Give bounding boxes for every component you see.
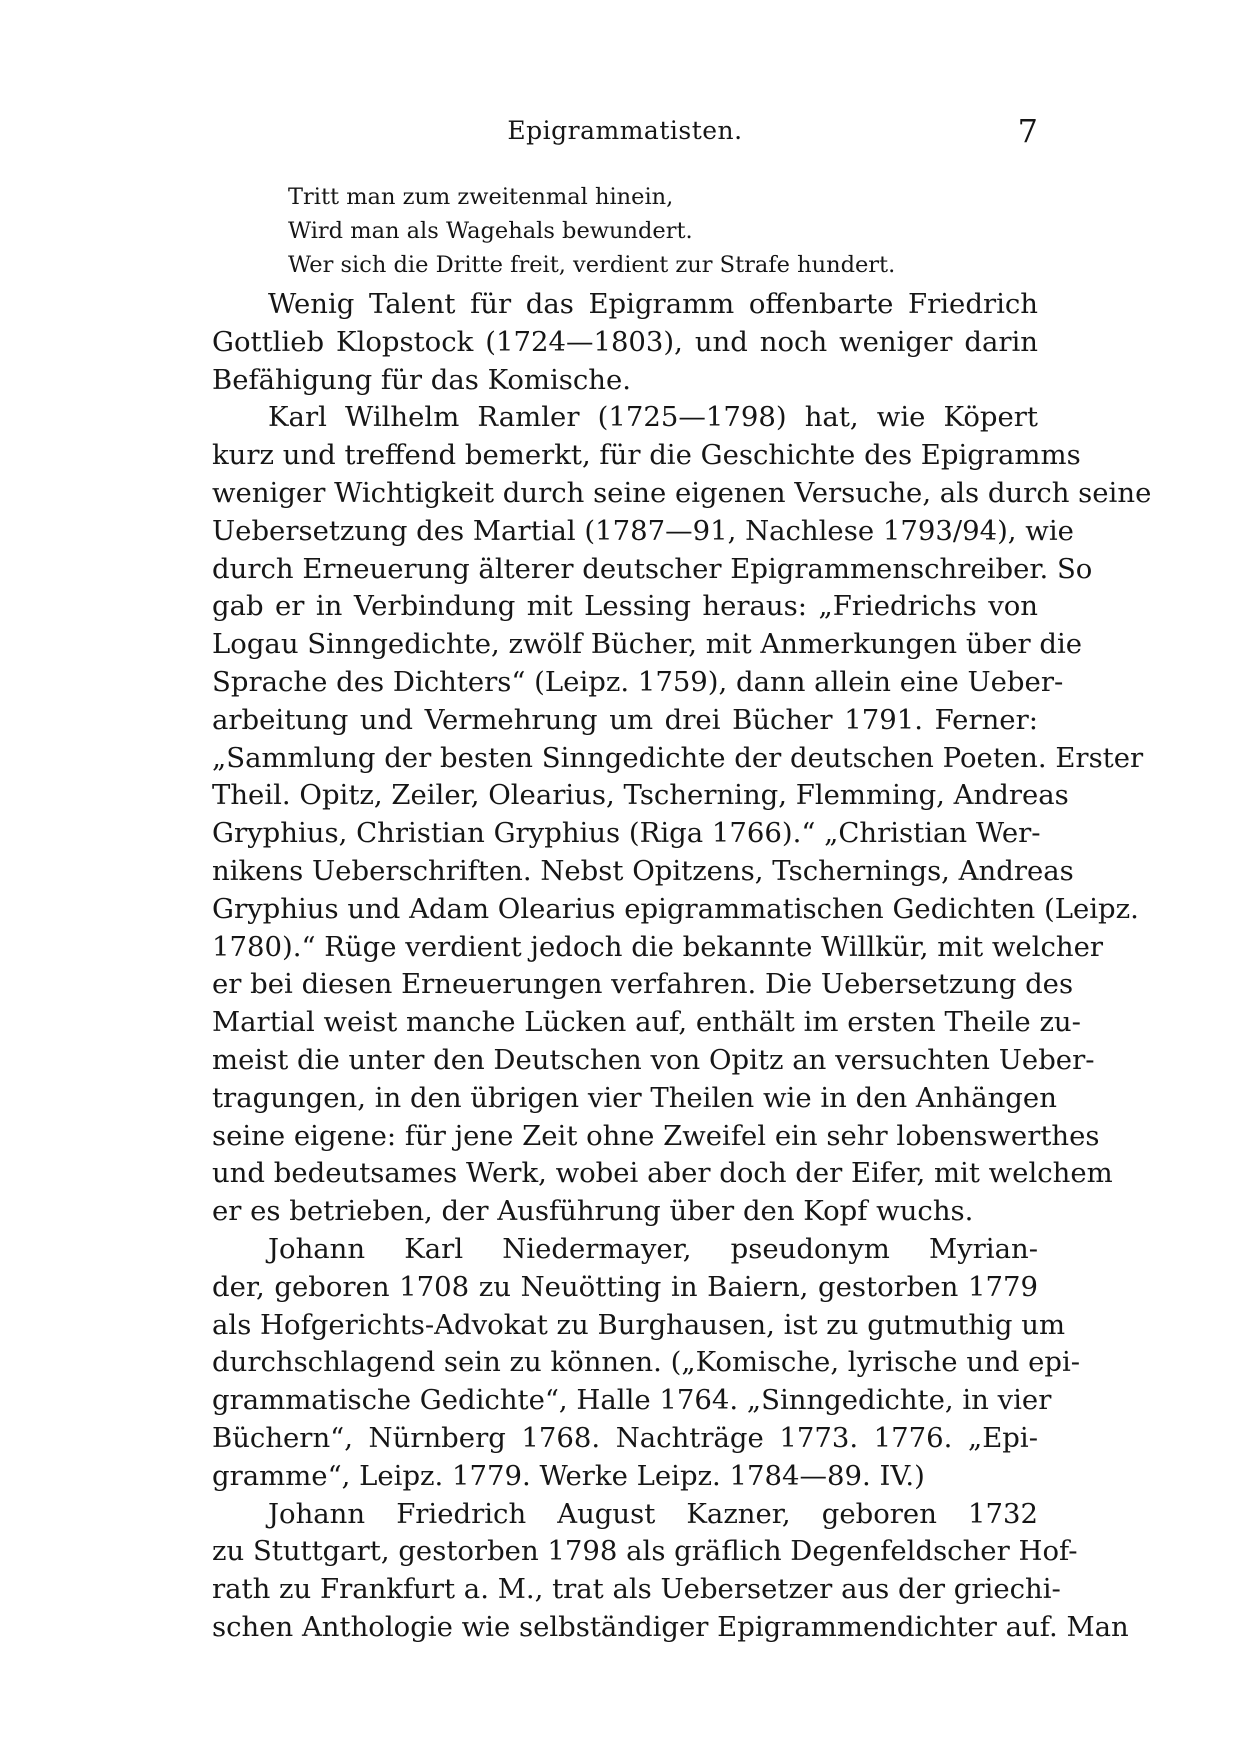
verse-line: Wird man als Wagehals bewundert. — [288, 218, 693, 244]
text-line: Logau Sinngedichte, zwölf Bücher, mit Anmerkungen über die — [212, 628, 1083, 661]
text-line: seine eigene: für jene Zeit ohne Zweifel ein sehr lobenswerthes — [212, 1119, 1100, 1152]
text-line: „Sammlung der besten Sinngedichte der deutschen Poeten. Erster — [212, 741, 1144, 774]
text-line: schen Anthologie wie selbständiger Epigrammendichter auf. Man — [212, 1610, 1129, 1643]
text-line: zu Stuttgart, gestorben 1798 als gräflich Degenfeldscher Hof- — [212, 1535, 1078, 1568]
text-line: er bei diesen Erneuerungen verfahren. Die Uebersetzung des — [212, 968, 1074, 1001]
verse-line: Wer sich die Dritte freit, verdient zur Strafe hundert. — [288, 252, 896, 278]
text-line: Wenig Talent für das Epigramm offenbarte Friedrich — [268, 288, 1038, 320]
text-line: Karl Wilhelm Ramler (1725—1798) hat, wie Köpert — [268, 401, 1038, 434]
text-line: grammatische Gedichte“, Halle 1764. „Sinngedichte, in vier — [212, 1384, 1052, 1417]
text-line: als Hofgerichts-Advokat zu Burghausen, ist zu gutmuthig um — [212, 1308, 1066, 1341]
text-line: Johann Karl Niedermayer, pseudonym Myrian- — [268, 1232, 1038, 1265]
text-line: gramme“, Leipz. 1779. Werke Leipz. 1784—89. IV.) — [212, 1459, 925, 1492]
text-line: rath zu Frankfurt a. M., trat als Uebersetzer aus der griechi- — [212, 1573, 1061, 1606]
text-line: kurz und treffend bemerkt, für die Geschichte des Epigramms — [212, 439, 1081, 472]
text-line: durch Erneuerung älterer deutscher Epigrammenschreiber. So — [212, 552, 1093, 585]
text-line: Gottlieb Klopstock (1724—1803), und noch weniger darin — [212, 325, 1038, 358]
page-number: 7 — [1017, 112, 1038, 150]
text-line: der, geboren 1708 zu Neuötting in Baiern, gestorben 1779 — [212, 1270, 1038, 1303]
text-line: weniger Wichtigkeit durch seine eigenen Versuche, als durch seine — [212, 476, 1152, 509]
paragraph-ramler — [212, 399, 1152, 1231]
text-line: er es betrieben, der Ausführung über den Kopf wuchs. — [212, 1195, 974, 1228]
paragraph-niedermayer — [212, 1231, 1081, 1496]
running-head — [212, 112, 1038, 156]
running-title: Epigrammatisten. — [507, 116, 743, 145]
verse-line: Tritt man zum zweitenmal hinein, — [288, 184, 674, 210]
text-line: arbeitung und Vermehrung um drei Bücher 1791. Ferner: — [212, 703, 1038, 736]
text-line: durchschlagend sein zu können. („Komische, lyrische und epi- — [212, 1346, 1081, 1379]
text-line: 1780).“ Rüge verdient jedoch die bekannte Willkür, mit welcher — [212, 930, 1104, 963]
text-line: meist die unter den Deutschen von Opitz an versuchten Ueber- — [212, 1043, 1095, 1076]
body-text — [212, 286, 1152, 1647]
text-line: gab er in Verbindung mit Lessing heraus: „Friedrichs von — [212, 590, 1038, 623]
paragraph-klopstock — [212, 286, 1038, 399]
text-line: Martial weist manche Lücken auf, enthält im ersten Theile zu- — [212, 1006, 1081, 1039]
text-line: und bedeutsames Werk, wobei aber doch der Eifer, mit welchem — [212, 1157, 1113, 1190]
text-line: Büchern“, Nürnberg 1768. Nachträge 1773. 1776. „Epi- — [212, 1421, 1038, 1454]
text-line: Sprache des Dichters“ (Leipz. 1759), dann allein eine Ueber- — [212, 665, 1064, 698]
text-line: Theil. Opitz, Zeiler, Olearius, Tscherning, Flemming, Andreas — [212, 779, 1069, 812]
verse-quotation — [288, 180, 1028, 282]
text-line: Johann Friedrich August Kazner, geboren 1732 — [268, 1497, 1038, 1530]
text-line: Befähigung für das Komische. — [212, 363, 632, 396]
paragraph-kazner — [212, 1496, 1129, 1647]
text-line: Gryphius und Adam Olearius epigrammatischen Gedichten (Leipz. — [212, 892, 1139, 925]
text-line: tragungen, in den übrigen vier Theilen wie in den Anhängen — [212, 1081, 1057, 1114]
text-line: nikens Ueberschriften. Nebst Opitzens, Tschernings, Andreas — [212, 854, 1074, 887]
text-line: Gryphius, Christian Gryphius (Riga 1766).“ „Christian Wer- — [212, 817, 1041, 850]
text-line: Uebersetzung des Martial (1787—91, Nachlese 1793/94), wie — [212, 514, 1074, 547]
